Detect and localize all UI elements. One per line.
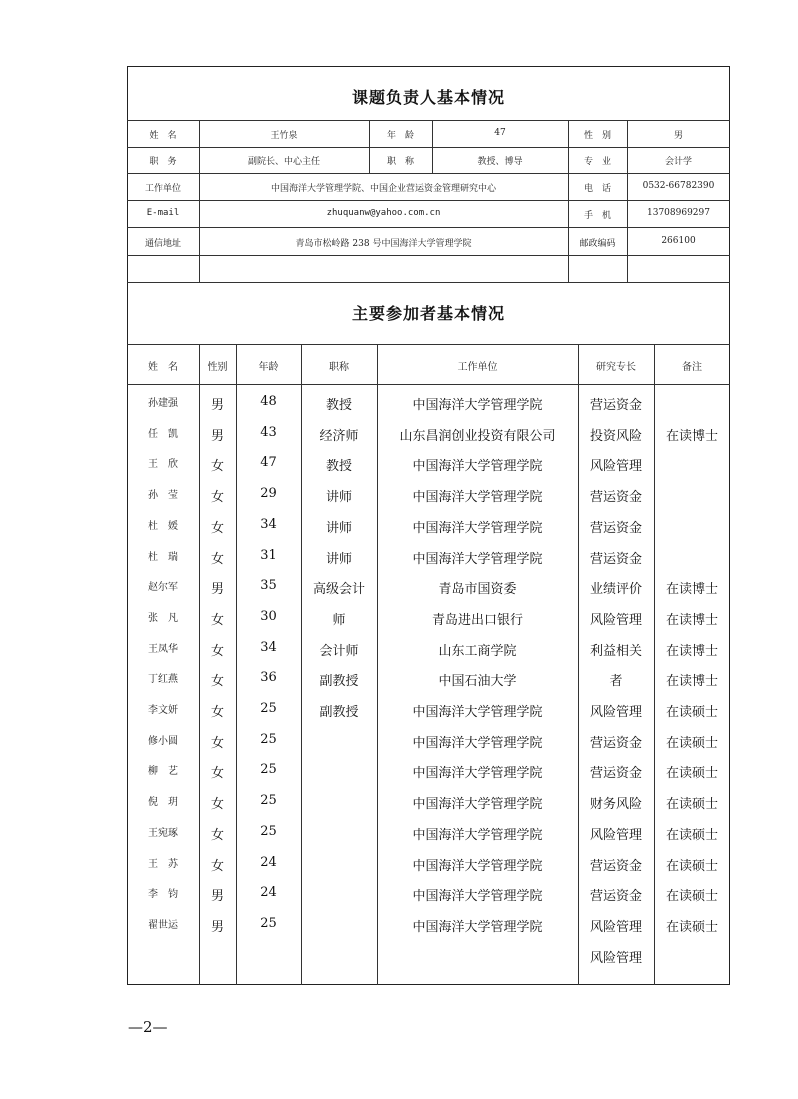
participant-unit: 中国海洋大学管理学院 [412,797,543,813]
col-header-name: 姓 名 [148,362,178,373]
participant-unit: 山东工商学院 [438,643,517,659]
leader-workplace: 中国海洋大学管理学院、中国企业营运资金管理研究中心 [270,184,496,194]
participant-age: 34 [260,516,277,532]
participant-unit: 青岛市国资委 [438,582,517,598]
participant-age: 25 [260,762,277,778]
participant-age: 34 [260,639,277,655]
participant-unit: 中国海洋大学管理学院 [412,889,543,905]
participant-name: 任 凯 [148,428,178,440]
col-header-remarks: 备注 [682,362,702,373]
participant-age: 36 [260,670,277,686]
participant-title: 副教授 [319,674,359,690]
participant-gender: 女 [210,858,224,874]
participant-gender: 女 [210,797,224,813]
participant-remark: 在读博士 [665,428,718,444]
label-email: E-mail [146,208,180,218]
leader-mobile: 13708969297 [647,208,710,218]
participant-name: 王宛琢 [148,827,178,839]
leader-postcode: 266100 [661,236,696,246]
participant-specialty: 风险管理 [589,827,642,843]
participant-remark: 在读硕士 [665,858,718,874]
participant-remark: 在读博士 [665,674,718,690]
participant-title: 高级会计 [312,582,365,598]
participant-unit: 中国海洋大学管理学院 [412,490,543,506]
participant-age: 25 [260,701,277,716]
participant-specialty: 风险管理 [589,705,642,720]
leader-age: 47 [494,128,506,138]
participant-specialty: 营运资金 [589,735,642,751]
participant-unit: 中国海洋大学管理学院 [412,919,543,935]
participant-name: 李文妍 [148,705,178,716]
participant-name: 王 苏 [148,858,178,870]
participant-title: 会计师 [319,643,359,659]
participant-specialty: 利益相关 [589,643,642,659]
rule [127,384,730,385]
participant-remark: 在读硕士 [665,827,718,843]
label-position: 职 务 [149,157,177,167]
label-phone: 电 话 [583,184,611,194]
participant-specialty: 财务风险 [589,797,642,813]
participant-title: 讲师 [325,551,352,567]
participant-title: 经济师 [319,428,359,444]
participant-gender: 女 [210,674,224,690]
participant-specialty: 营运资金 [589,858,642,874]
participant-gender: 女 [210,520,224,536]
participant-unit: 中国海洋大学管理学院 [412,735,543,751]
participant-title: 教授 [325,398,352,413]
rule [127,344,730,345]
participant-specialty: 营运资金 [589,490,642,506]
participant-remark: 在读硕士 [665,797,718,813]
participant-unit: 中国海洋大学管理学院 [412,520,543,536]
rule [127,147,730,148]
label-gender: 性 别 [583,131,611,141]
participant-name: 赵尔军 [148,582,178,594]
participant-title: 副教授 [319,705,359,720]
leader-major: 会计学 [664,157,692,167]
participant-name: 杜 媛 [148,520,178,532]
leader-email: zhuquanw@yahoo.com.cn [326,208,441,218]
participant-age: 24 [260,885,277,901]
participant-name: 柳 艺 [148,766,178,778]
participant-specialty: 营运资金 [589,520,642,536]
participant-name: 杜 瑞 [148,551,178,563]
participant-remark: 在读博士 [665,643,718,659]
rule [127,173,730,174]
participant-age: 31 [260,547,277,563]
participant-gender: 女 [210,490,224,506]
col-header-specialty: 研究专长 [596,362,636,373]
leader-title: 教授、博导 [477,157,523,167]
participant-specialty: 风险管理 [589,950,642,966]
section1-title: 课题负责人基本情况 [351,88,505,107]
participant-remark: 在读硕士 [665,889,718,905]
participant-title: 讲师 [325,490,352,506]
participant-remark: 在读博士 [665,612,718,628]
label-major: 专 业 [583,157,611,167]
rule [127,282,730,283]
participant-age: 47 [260,455,277,471]
participant-specialty: 营运资金 [589,889,642,905]
participant-age: 30 [260,608,277,624]
participant-name: 倪 玥 [148,797,178,809]
participant-title: 讲师 [325,520,352,536]
label-mobile: 手 机 [583,211,611,221]
participant-name: 修小圆 [148,735,178,747]
participant-gender: 男 [210,889,224,905]
col-header-title: 职称 [329,362,349,373]
participant-remark: 在读博士 [665,582,718,598]
participant-remark: 在读硕士 [665,919,718,935]
participant-gender: 女 [210,551,224,567]
label-address: 通信地址 [144,239,181,249]
rule [568,120,569,282]
participant-remark: 在读硕士 [665,705,718,720]
participant-unit: 中国海洋大学管理学院 [412,705,543,720]
col-header-unit: 工作单位 [457,362,498,373]
participant-specialty: 营运资金 [589,398,642,413]
participant-unit: 中国海洋大学管理学院 [412,766,543,782]
participant-age: 25 [260,731,277,747]
leader-phone: 0532-66782390 [642,181,715,191]
participant-unit: 中国海洋大学管理学院 [412,551,543,567]
participant-name: 孙 莹 [148,490,178,502]
label-name: 姓 名 [149,131,177,141]
participant-gender: 女 [210,643,224,659]
label-workplace: 工作单位 [144,184,181,194]
participant-unit: 中国石油大学 [438,674,517,690]
participant-gender: 男 [210,428,224,444]
rule [199,120,200,282]
participant-unit: 中国海洋大学管理学院 [412,398,543,413]
participant-age: 25 [260,823,277,839]
label-postcode: 邮政编码 [579,239,616,249]
participant-title: 教授 [325,459,352,475]
participant-specialty: 风险管理 [589,459,642,475]
participant-name: 翟世运 [148,919,178,931]
participant-specialty: 投资风险 [589,428,642,444]
rule [127,120,730,121]
participant-age: 24 [260,854,277,870]
label-age: 年 龄 [386,131,414,141]
leader-gender: 男 [673,131,683,141]
participant-remark: 在读硕士 [665,735,718,751]
participant-name: 张 凡 [148,612,178,624]
participant-name: 丁红燕 [148,674,178,686]
participant-name: 李 钧 [148,889,178,901]
col-header-age: 年龄 [258,362,279,373]
label-title: 职 称 [386,157,414,167]
leader-address: 青岛市松岭路 238 号中国海洋大学管理学院 [295,239,472,249]
rule [627,120,628,282]
rule [127,227,730,228]
participant-gender: 女 [210,766,224,782]
rule [127,255,730,256]
participant-unit: 山东昌润创业投资有限公司 [399,428,556,444]
leader-position: 副院长、中心主任 [247,157,320,167]
participant-age: 48 [260,394,277,409]
participant-name: 孙建强 [148,398,178,409]
participant-gender: 男 [210,919,224,935]
participant-age: 35 [260,578,277,594]
participant-specialty: 者 [609,674,623,690]
participant-unit: 中国海洋大学管理学院 [412,827,543,843]
participant-gender: 女 [210,735,224,751]
participant-name: 王 欣 [148,459,178,471]
participant-unit: 中国海洋大学管理学院 [412,459,543,475]
leader-name: 王竹泉 [270,131,298,141]
participant-name: 王凤华 [148,643,178,655]
participant-gender: 女 [210,827,224,843]
participant-gender: 女 [210,459,224,475]
participant-specialty: 营运资金 [589,551,642,567]
participant-gender: 女 [210,612,224,628]
participant-unit: 中国海洋大学管理学院 [412,858,543,874]
participant-age: 29 [260,486,277,502]
participant-gender: 男 [210,398,224,413]
rule [127,200,730,201]
participant-specialty: 业绩评价 [589,582,642,598]
participant-remark: 在读硕士 [665,766,718,782]
participant-title: 师 [332,612,346,628]
page-number: —2— [128,1018,168,1036]
participant-age: 25 [260,915,277,931]
participant-specialty: 风险管理 [589,612,642,628]
participant-age: 25 [260,793,277,809]
col-header-gender: 性别 [207,362,228,373]
section2-title: 主要参加者基本情况 [351,304,505,323]
participant-age: 43 [260,424,277,440]
participant-gender: 女 [210,705,224,720]
participant-specialty: 风险管理 [589,919,642,935]
participant-unit: 青岛进出口银行 [431,612,523,628]
participant-specialty: 营运资金 [589,766,642,782]
participant-gender: 男 [210,582,224,598]
